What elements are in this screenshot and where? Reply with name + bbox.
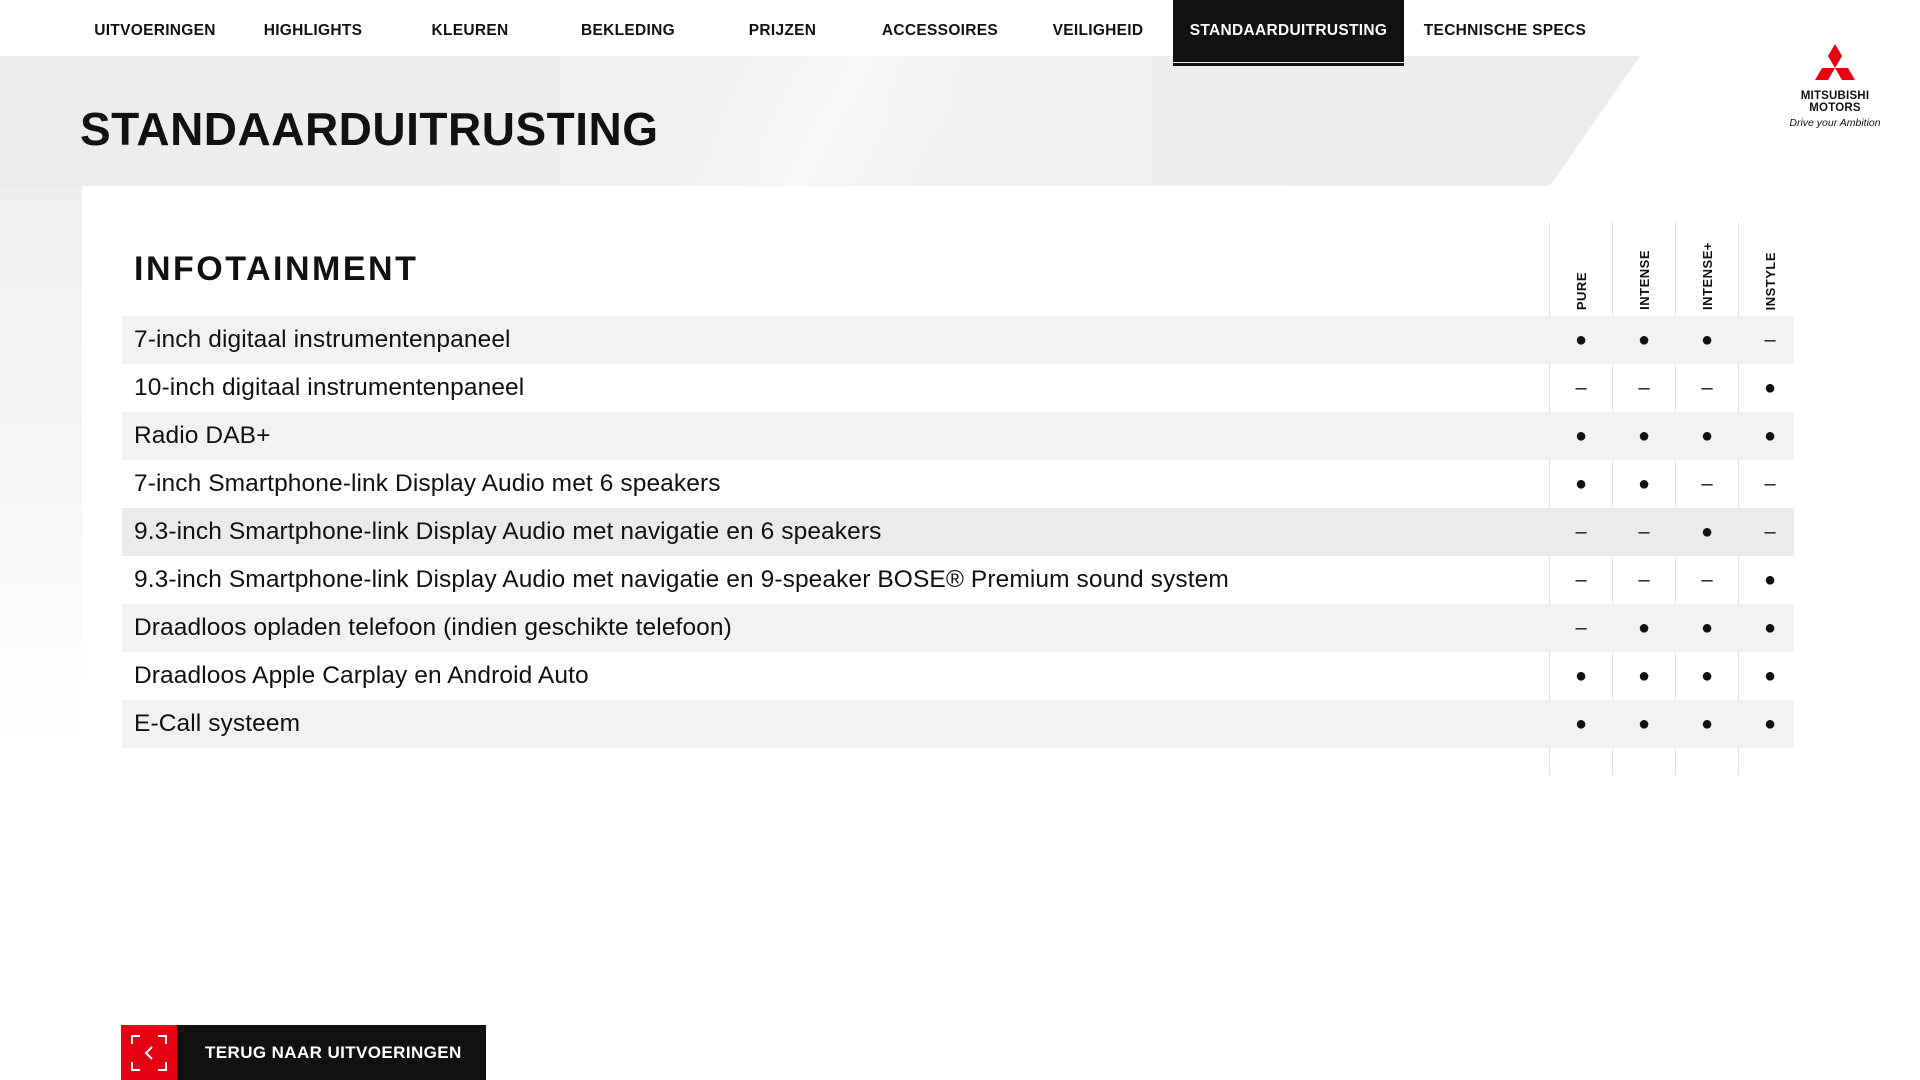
availability-cell: – bbox=[1638, 520, 1650, 543]
availability-cell: ● bbox=[1700, 664, 1714, 687]
mitsubishi-three-diamonds-icon bbox=[1815, 44, 1855, 90]
availability-cell: – bbox=[1638, 568, 1650, 591]
row-label: E-Call systeem bbox=[134, 710, 301, 737]
availability-cell: ● bbox=[1763, 664, 1777, 687]
availability-cell: – bbox=[1575, 616, 1587, 639]
availability-cell: ● bbox=[1637, 472, 1651, 495]
nav-item-kleuren[interactable]: KLEUREN bbox=[431, 22, 509, 39]
table-row bbox=[122, 604, 1794, 652]
availability-cell: – bbox=[1701, 376, 1713, 399]
equipment-table bbox=[122, 316, 1794, 748]
availability-cell: ● bbox=[1763, 616, 1777, 639]
availability-cell: ● bbox=[1763, 424, 1777, 447]
nav-item-highlights[interactable]: HIGHLIGHTS bbox=[263, 22, 363, 39]
column-header-pure bbox=[1549, 226, 1613, 310]
row-label: 9.3-inch Smartphone-link Display Audio met navigatie en 9-speaker BOSE® Premium sound system bbox=[134, 566, 1229, 593]
table-row bbox=[122, 460, 1794, 508]
column-header-label: PURE bbox=[1573, 271, 1589, 310]
availability-cell: ● bbox=[1700, 520, 1714, 543]
table-row bbox=[122, 700, 1794, 748]
table-row bbox=[122, 652, 1794, 700]
brand-logo bbox=[1780, 44, 1890, 144]
table-row bbox=[122, 556, 1794, 604]
table-row bbox=[122, 316, 1794, 364]
column-header-instyle bbox=[1738, 226, 1802, 310]
availability-cell: ● bbox=[1700, 424, 1714, 447]
column-header-label: INTENSE+ bbox=[1699, 242, 1715, 310]
table-row bbox=[122, 364, 1794, 412]
back-arrow-icon bbox=[121, 1025, 177, 1080]
nav-item-technische-specs[interactable]: TECHNISCHE SPECS bbox=[1423, 22, 1587, 39]
availability-cell: ● bbox=[1700, 616, 1714, 639]
row-label: Radio DAB+ bbox=[134, 422, 271, 449]
availability-cell: – bbox=[1638, 376, 1650, 399]
availability-cell: – bbox=[1575, 376, 1587, 399]
back-to-uitvoeringen-button[interactable] bbox=[121, 1025, 486, 1080]
page-title: STANDAARDUITRUSTING bbox=[80, 103, 659, 155]
nav-item-standaarduitrusting[interactable]: STANDAARDUITRUSTING bbox=[1173, 0, 1404, 62]
availability-cell: – bbox=[1764, 328, 1776, 351]
availability-cell: ● bbox=[1700, 328, 1714, 351]
nav-item-veiligheid[interactable]: VEILIGHEID bbox=[1052, 22, 1144, 39]
availability-cell: – bbox=[1701, 568, 1713, 591]
availability-cell: – bbox=[1764, 472, 1776, 495]
availability-cell: ● bbox=[1637, 664, 1651, 687]
availability-cell: – bbox=[1575, 568, 1587, 591]
nav-item-prijzen[interactable]: PRIJZEN bbox=[748, 22, 817, 39]
nav-item-bekleding[interactable]: BEKLEDING bbox=[581, 22, 675, 39]
table-row bbox=[122, 412, 1794, 460]
nav-item-accessoires[interactable]: ACCESSOIRES bbox=[881, 22, 999, 39]
nav-item-uitvoeringen[interactable]: UITVOERINGEN bbox=[94, 22, 216, 39]
availability-cell: ● bbox=[1637, 424, 1651, 447]
availability-cell: ● bbox=[1637, 328, 1651, 351]
section-title: INFOTAINMENT bbox=[134, 250, 419, 288]
row-label: 9.3-inch Smartphone-link Display Audio met navigatie en 6 speakers bbox=[134, 518, 882, 545]
availability-cell: ● bbox=[1574, 328, 1588, 351]
row-label: 7-inch Smartphone-link Display Audio met 6 speakers bbox=[134, 470, 721, 497]
availability-cell: – bbox=[1701, 472, 1713, 495]
column-header-label: INTENSE bbox=[1636, 250, 1652, 310]
brand-name-line1: MITSUBISHI bbox=[1800, 90, 1870, 102]
column-header-intense bbox=[1612, 226, 1676, 310]
availability-cell: ● bbox=[1574, 712, 1588, 735]
column-header-label: INSTYLE bbox=[1762, 251, 1778, 310]
availability-cell: ● bbox=[1637, 616, 1651, 639]
back-button-label: TERUG NAAR UITVOERINGEN bbox=[205, 1042, 462, 1062]
availability-cell: ● bbox=[1700, 712, 1714, 735]
row-label: 7-inch digitaal instrumentenpaneel bbox=[134, 326, 511, 353]
row-label: Draadloos Apple Carplay en Android Auto bbox=[134, 662, 589, 689]
availability-cell: – bbox=[1764, 520, 1776, 543]
availability-cell: ● bbox=[1574, 472, 1588, 495]
brand-tagline: Drive your Ambition bbox=[1789, 117, 1881, 129]
row-label: Draadloos opladen telefoon (indien geschikte telefoon) bbox=[134, 614, 732, 641]
availability-cell: ● bbox=[1574, 424, 1588, 447]
brand-name-line2: MOTORS bbox=[1809, 102, 1861, 114]
availability-cell: ● bbox=[1763, 376, 1777, 399]
availability-cell: ● bbox=[1637, 712, 1651, 735]
side-background bbox=[0, 186, 82, 746]
availability-cell: ● bbox=[1574, 664, 1588, 687]
table-row bbox=[122, 508, 1794, 556]
availability-cell: – bbox=[1575, 520, 1587, 543]
availability-cell: ● bbox=[1763, 712, 1777, 735]
availability-cell: ● bbox=[1763, 568, 1777, 591]
row-label: 10-inch digitaal instrumentenpaneel bbox=[134, 374, 525, 401]
top-navigation bbox=[0, 0, 1640, 62]
column-header-intense-plus bbox=[1675, 226, 1739, 310]
